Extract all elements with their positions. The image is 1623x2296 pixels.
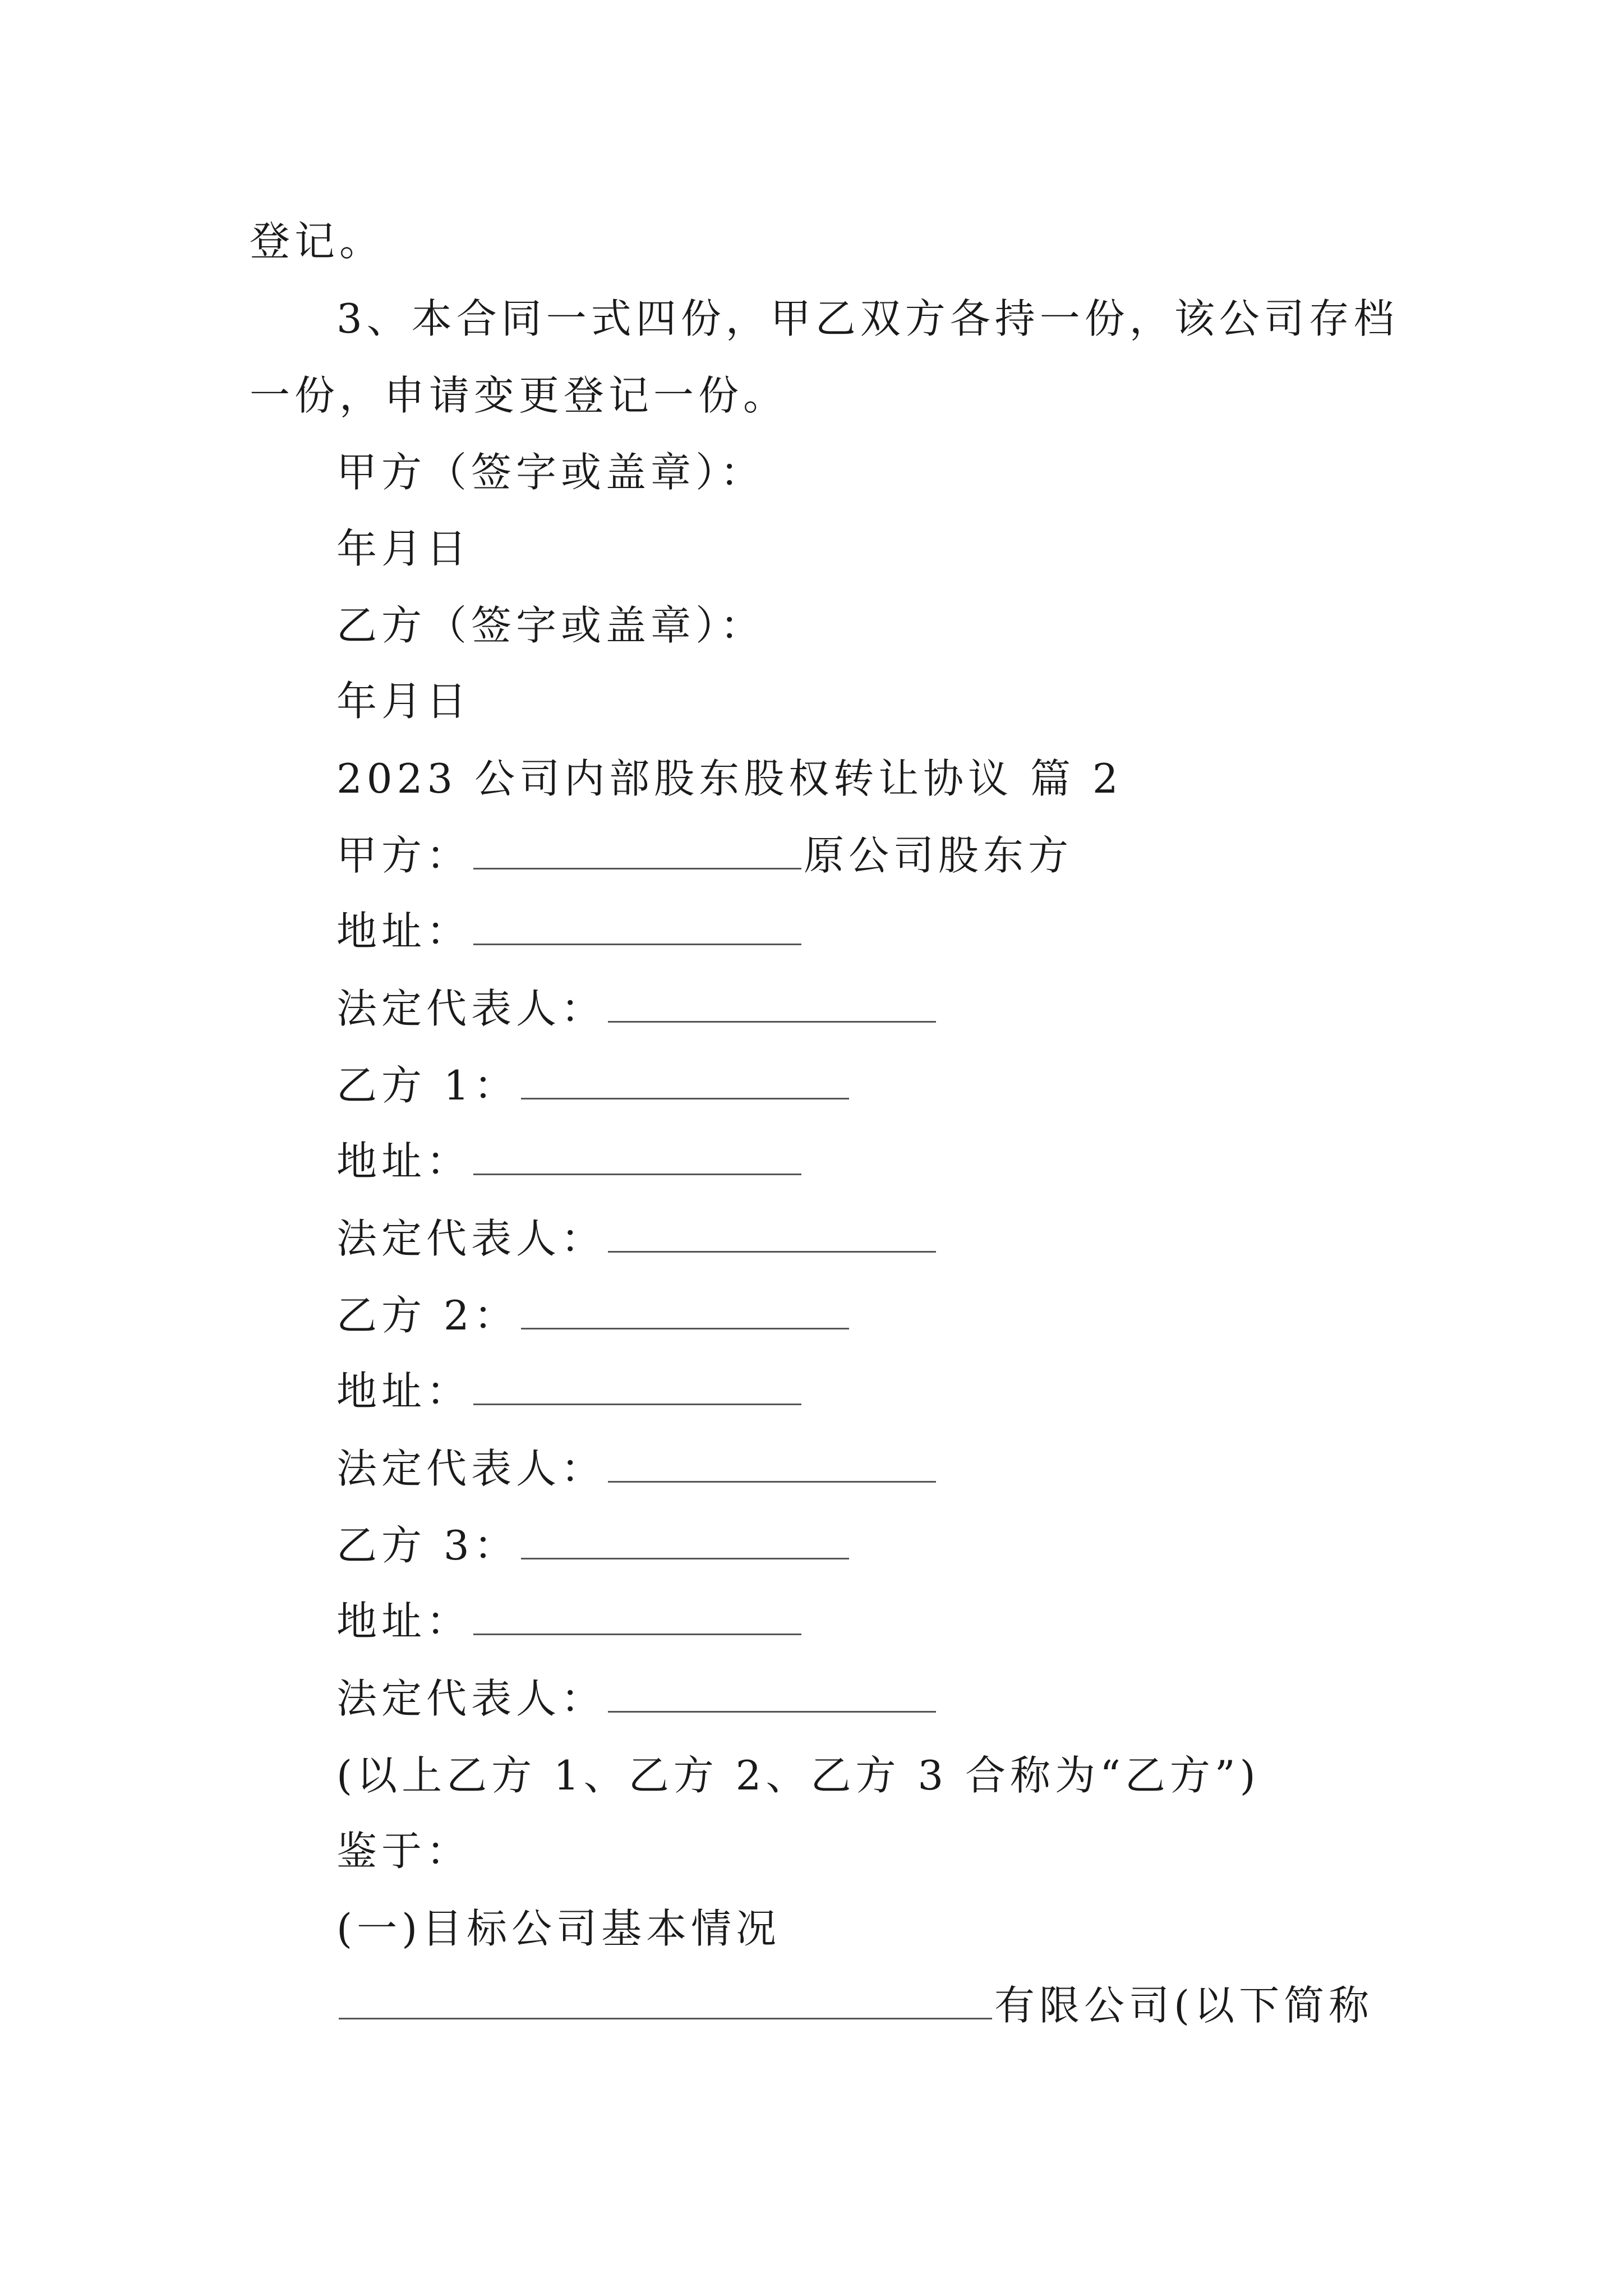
party-b3-blank — [521, 1519, 849, 1559]
representative-label: 法定代表人： — [336, 1675, 606, 1722]
party-b1-label: 乙方 1： — [336, 1062, 519, 1109]
address-blank — [473, 904, 801, 945]
party-a-address-line — [336, 903, 804, 959]
whereas-heading: 鉴于： — [336, 1828, 472, 1875]
party-b3-address-line — [336, 1593, 804, 1649]
section-title: 2023 公司内部股东股权转让协议 篇 2 — [336, 755, 1123, 802]
party-b2-address-line — [336, 1363, 804, 1419]
party-b1-representative-line — [336, 1211, 938, 1267]
party-b1-blank — [521, 1059, 849, 1099]
clause-3-line-2: 一份，申请变更登记一份。 — [250, 372, 789, 419]
party-b2-representative-line — [336, 1441, 938, 1497]
representative-label: 法定代表人： — [336, 1445, 606, 1492]
target-company-heading: (一)目标公司基本情况 — [336, 1905, 781, 1952]
representative-blank — [608, 1212, 936, 1253]
party-a-date-label: 年月日 — [336, 525, 472, 572]
address-blank — [473, 1594, 801, 1635]
party-a-blank — [473, 829, 801, 869]
address-label: 地址： — [336, 908, 472, 955]
clause-3-line-1: 3、本合同一式四份，甲乙双方各持一份，该公司存档 — [336, 295, 1399, 342]
address-blank — [473, 1364, 801, 1405]
party-b3-representative-line — [336, 1671, 938, 1727]
party-a-representative-line — [336, 981, 938, 1037]
representative-label: 法定代表人： — [336, 1215, 606, 1262]
party-a-suffix: 原公司股东方 — [804, 832, 1073, 879]
address-label: 地址： — [336, 1598, 472, 1645]
address-blank — [473, 1134, 801, 1175]
company-name-suffix: 有限公司(以下简称 — [994, 1982, 1374, 2029]
party-b-collective-note: (以上乙方 1、乙方 2、乙方 3 合称为“乙方”) — [336, 1752, 1260, 1799]
party-a-label: 甲方： — [336, 832, 472, 879]
party-a-line — [336, 827, 1073, 884]
party-b3-line — [336, 1517, 851, 1573]
party-b1-line — [336, 1057, 851, 1114]
party-b-signature-label: 乙方（签字或盖章）： — [336, 602, 766, 649]
representative-label: 法定代表人： — [336, 985, 606, 1032]
party-b2-line — [336, 1287, 851, 1343]
representative-blank — [608, 982, 936, 1023]
company-name-line — [336, 1977, 1373, 2033]
address-label: 地址： — [336, 1368, 472, 1415]
party-b3-label: 乙方 3： — [336, 1522, 519, 1569]
representative-blank — [608, 1672, 936, 1713]
party-a-signature-label: 甲方（签字或盖章）： — [336, 449, 766, 496]
party-b2-label: 乙方 2： — [336, 1292, 519, 1339]
text-line: 登记。 — [250, 218, 385, 265]
company-name-blank — [339, 1978, 992, 2019]
party-b1-address-line — [336, 1133, 804, 1189]
address-label: 地址： — [336, 1138, 472, 1185]
party-b2-blank — [521, 1289, 849, 1329]
party-b-date-label: 年月日 — [336, 678, 472, 725]
representative-blank — [608, 1442, 936, 1483]
